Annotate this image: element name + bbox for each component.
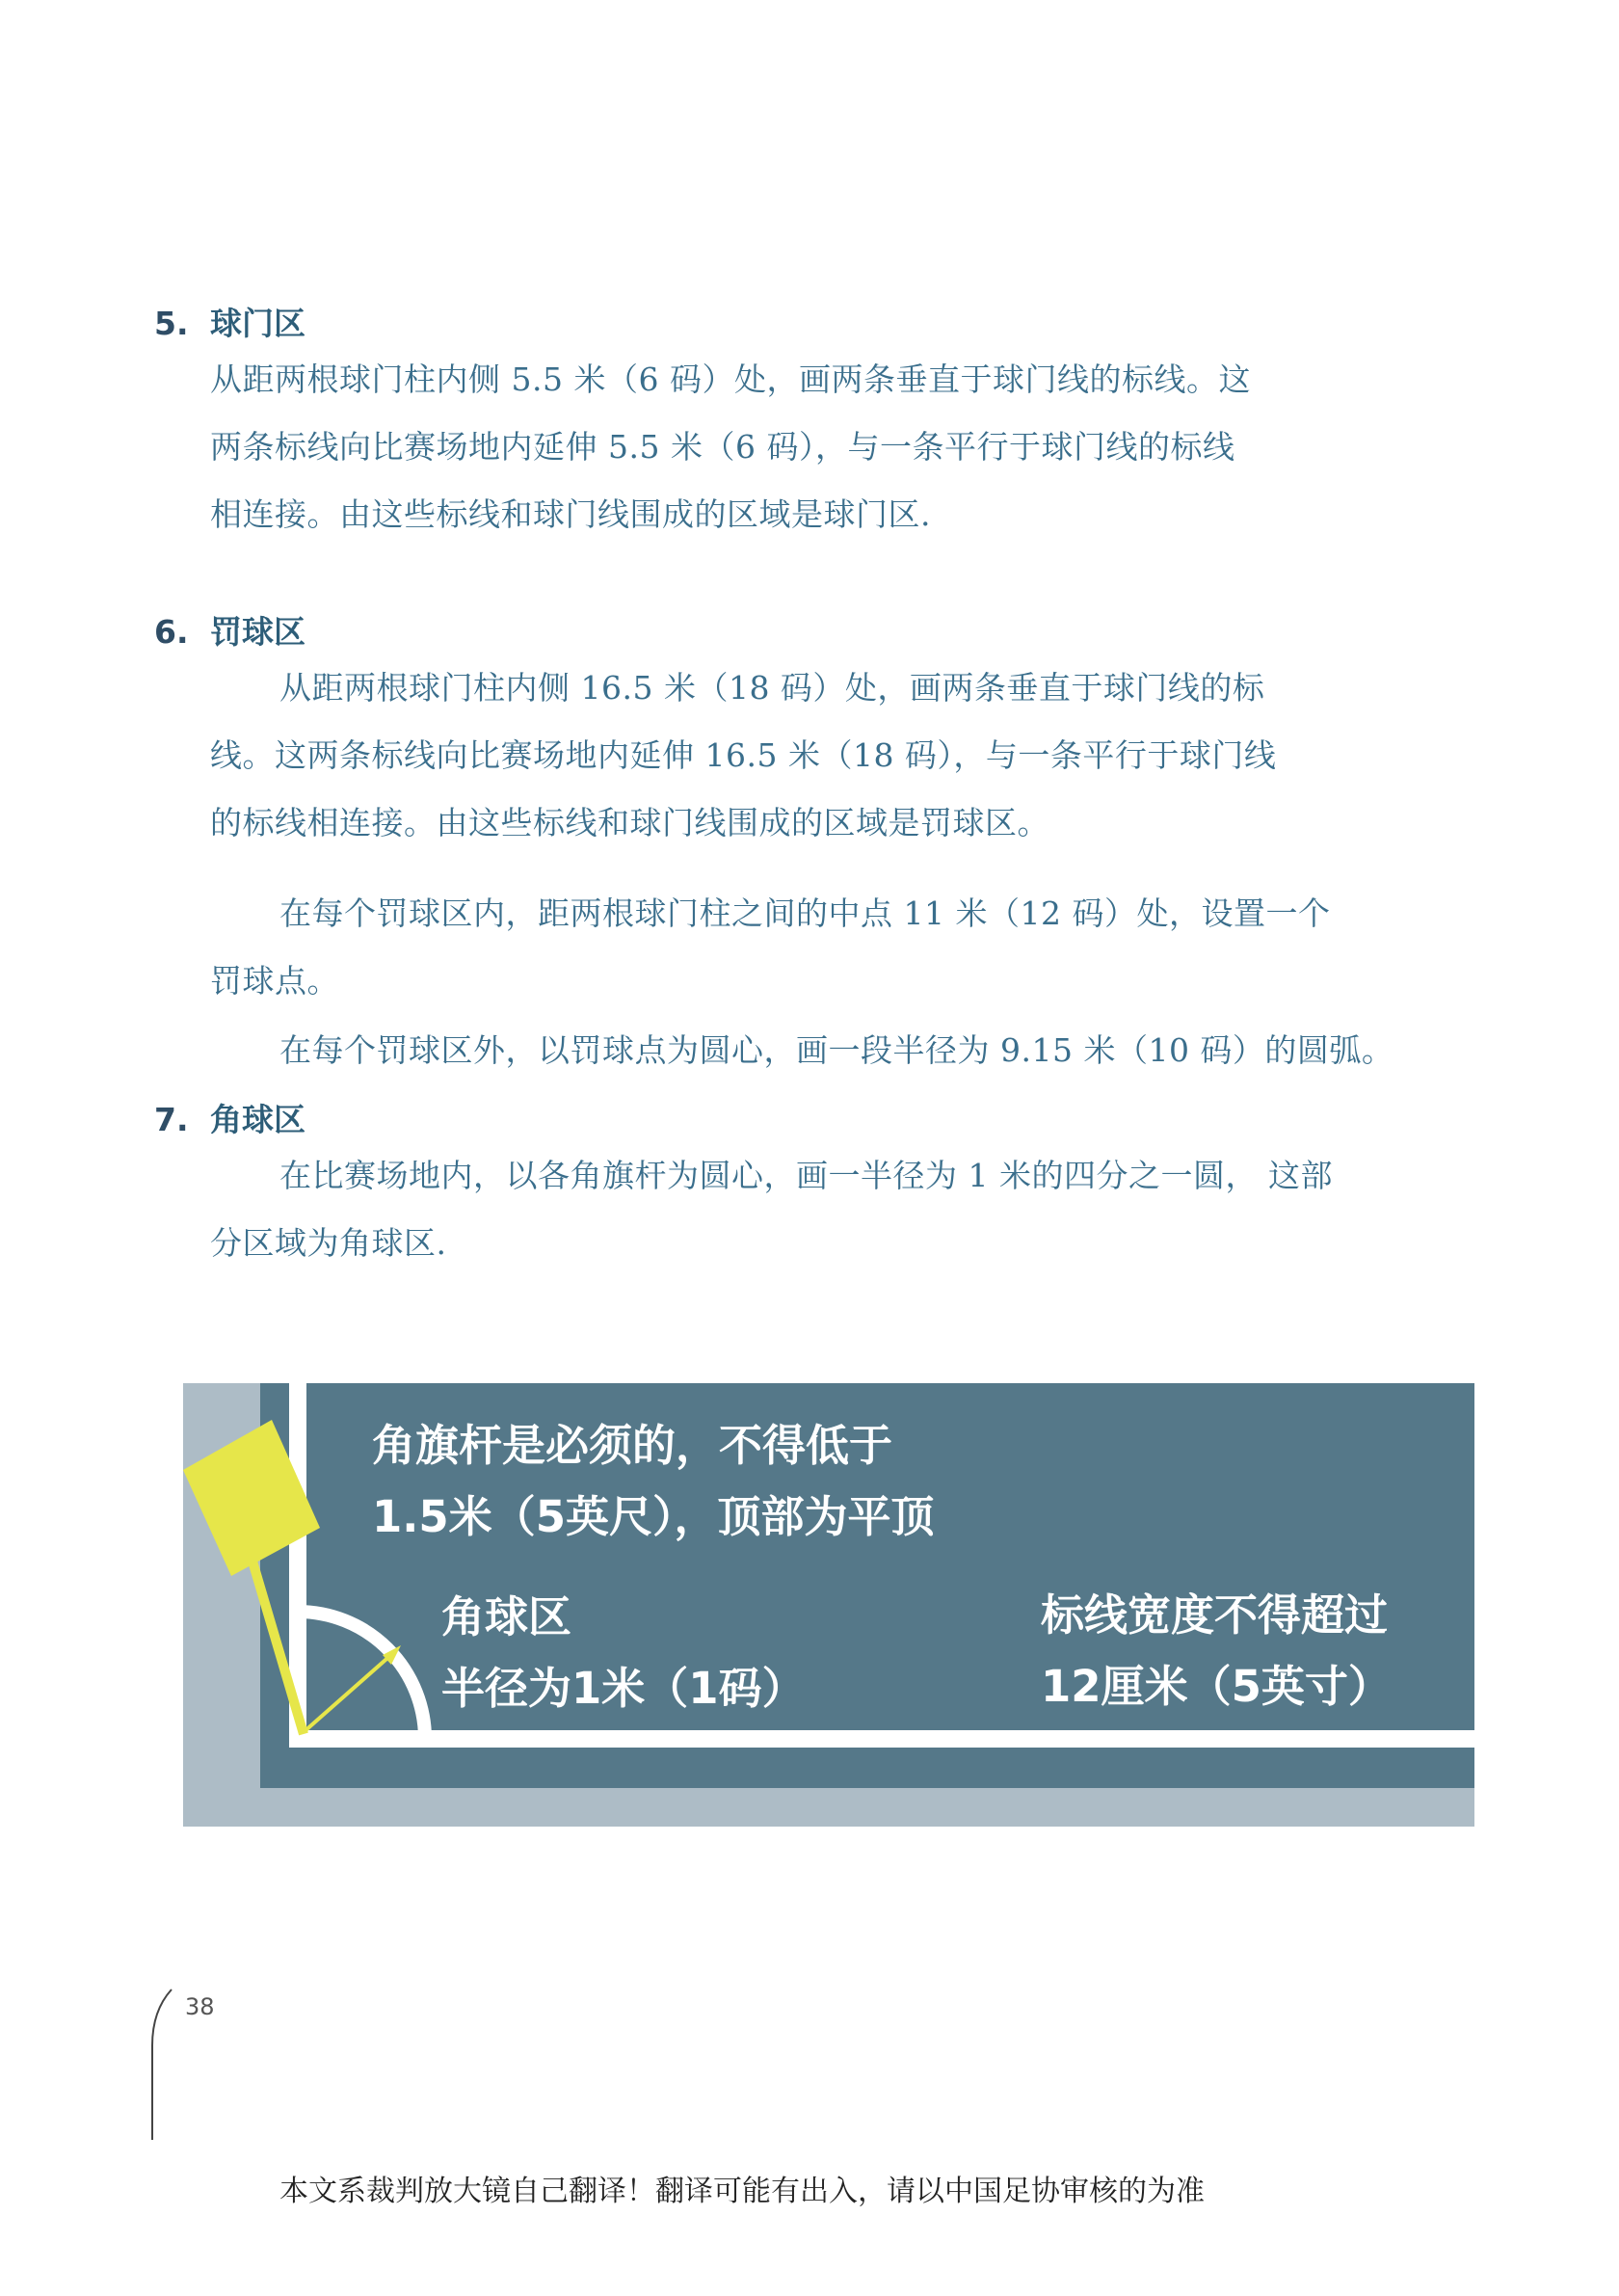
section-number: 7. [154,1101,189,1138]
section-5-heading [154,299,305,344]
page-number-bracket [145,1988,183,2142]
corner-area-diagram [183,1383,1474,1827]
section-title: 球门区 [210,305,305,342]
line-width-note-2: 12厘米（5英寸） [1041,1661,1392,1712]
corner-area-label: 角球区 [441,1591,572,1642]
paragraph-line: 相连接。由这些标线和球门线围成的区域是球门区. [210,495,931,533]
paragraph-line: 分区域为角球区. [210,1224,447,1262]
flag-note-line-2: 1.5米（5英尺），顶部为平顶 [372,1491,935,1542]
section-6-heading [154,607,305,653]
section-title: 角球区 [210,1101,305,1138]
corner-flag-icon [183,1420,320,1576]
paragraph-line: 从距两根球门柱内侧 5.5 米（6 码）处，画两条垂直于球门线的标线。这 [210,360,1251,398]
section-number: 6. [154,613,189,651]
paragraph-line: 在每个罚球区外，以罚球点为圆心，画一段半径为 9.15 米（10 码）的圆弧。 [279,1031,1394,1069]
paragraph-line: 在比赛场地内，以各角旗杆为圆心，画一半径为 1 米的四分之一圆， 这部 [279,1157,1333,1194]
paragraph-line: 罚球点。 [210,962,339,1000]
paragraph-line: 在每个罚球区内，距两根球门柱之间的中点 11 米（12 码）处，设置一个 [279,894,1331,932]
flag-note-line-1: 角旗杆是必须的，不得低于 [372,1420,893,1471]
page-number: 38 [185,1993,215,2020]
paragraph-line: 两条标线向比赛场地内延伸 5.5 米（6 码），与一条平行于球门线的标线 [210,428,1235,466]
section-7-heading [154,1095,305,1140]
paragraph-line: 从距两根球门柱内侧 16.5 米（18 码）处，画两条垂直于球门线的标 [279,669,1265,707]
corner-radius-label: 半径为1米（1码） [441,1663,806,1714]
footer-disclaimer: 本文系裁判放大镜自己翻译！翻译可能有出入，请以中国足协审核的为准 [279,2175,1205,2208]
section-number: 5. [154,305,189,342]
paragraph-line: 的标线相连接。由这些标线和球门线围成的区域是罚球区。 [210,804,1049,841]
line-width-note-1: 标线宽度不得超过 [1041,1589,1389,1641]
section-title: 罚球区 [210,613,305,651]
paragraph-line: 线。这两条标线向比赛场地内延伸 16.5 米（18 码），与一条平行于球门线 [210,736,1277,774]
radius-arrow [304,1653,393,1732]
